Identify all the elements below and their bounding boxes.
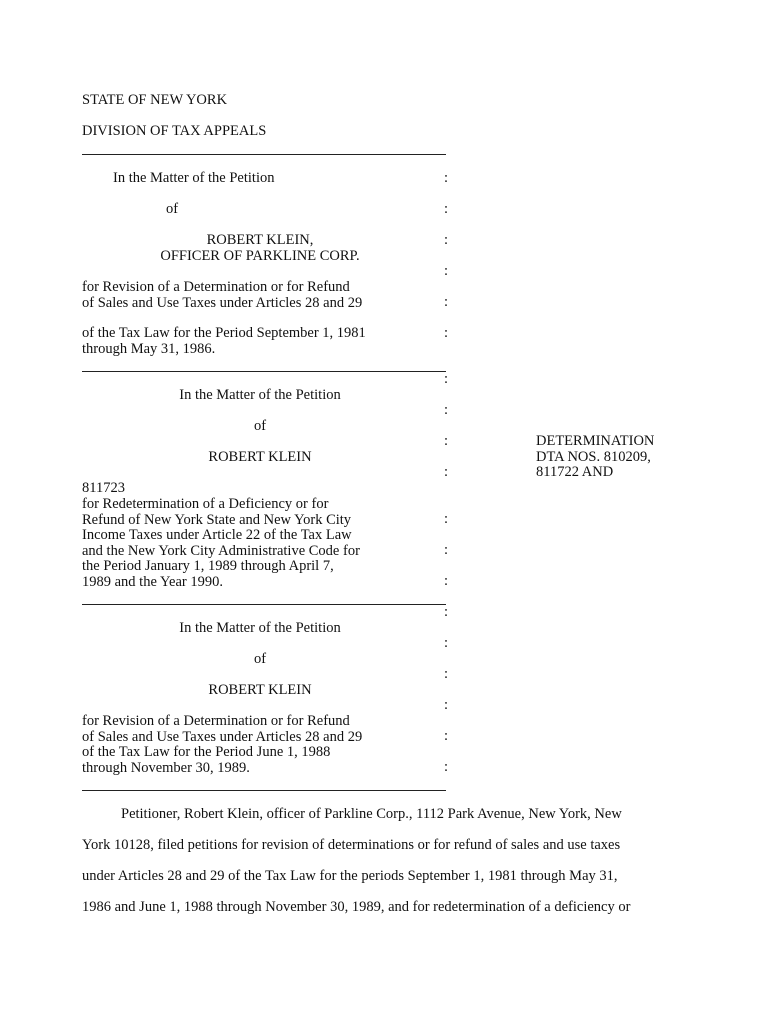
matter3-desc-line: for Revision of a Determination or for Refund [82,713,350,729]
caption-colon: : [444,697,449,713]
matter2-desc-line: for Redetermination of a Deficiency or for [82,496,329,512]
caption-colon: : [444,402,449,418]
matter2-of: of [253,418,267,434]
caption-colon: : [444,759,449,775]
caption-colon: : [444,325,449,341]
matter1-desc-line: of the Tax Law for the Period September 1, 1981 [82,325,366,341]
divider-rule [82,371,446,372]
matter2-desc-line: the Period January 1, 1989 through April 7, [82,558,334,574]
matter2-desc-line: Income Taxes under Article 22 of the Tax Law [82,527,352,543]
dta-numbers: DTA NOS. 810209, [536,449,651,465]
matter2-desc-line: and the New York City Administrative Code for [82,543,360,559]
matter1-desc-line: through May 31, 1986. [82,341,216,357]
caption-colon: : [444,464,449,480]
matter1-desc-line: for Revision of a Determination or for Refund [82,279,350,295]
matter3-desc-line: of the Tax Law for the Period June 1, 1988 [82,744,331,760]
matter1-name: ROBERT KLEIN, [206,232,314,248]
caption-colon: : [444,728,449,744]
caption-colon: : [444,170,449,186]
divider-rule [82,790,446,791]
matter1-of: of [166,201,179,217]
body-text-line: under Articles 28 and 29 of the Tax Law for the periods September 1, 1981 through May 31, [82,868,618,884]
matter1-intro: In the Matter of the Petition [113,170,275,186]
divider-rule [82,604,446,605]
caption-colon: : [444,294,449,310]
matter3-desc-line: through November 30, 1989. [82,760,250,776]
matter3-name: ROBERT KLEIN [208,682,312,698]
caption-colon: : [444,433,449,449]
dta-numbers: 811722 AND [536,464,614,480]
caption-colon: : [444,201,449,217]
caption-colon: : [444,635,449,651]
caption-colon: : [444,666,449,682]
determination-title: DETERMINATION [536,433,655,449]
caption-colon: : [444,542,449,558]
matter2-desc-line: 1989 and the Year 1990. [82,574,223,590]
matter2-name: ROBERT KLEIN [208,449,312,465]
body-text-line: York 10128, filed petitions for revision of determinations or for refund of sales and use taxes [82,837,621,853]
matter2-number: 811723 [82,480,125,496]
matter1-title: OFFICER OF PARKLINE CORP. [160,248,360,264]
matter1-desc-line: of Sales and Use Taxes under Articles 28 and 29 [82,295,363,311]
caption-colon: : [444,511,449,527]
state-heading: STATE OF NEW YORK [82,92,228,108]
divider-rule [82,154,446,155]
matter3-intro: In the Matter of the Petition [179,620,341,636]
caption-colon: : [444,371,449,387]
division-heading: DIVISION OF TAX APPEALS [82,123,267,139]
caption-colon: : [444,232,449,248]
body-text-line: 1986 and June 1, 1988 through November 30, 1989, and for redetermination of a deficiency or [82,899,631,915]
matter2-desc-line: Refund of New York State and New York City [82,512,352,528]
matter3-of: of [253,651,267,667]
caption-colon: : [444,573,449,589]
matter3-desc-line: of Sales and Use Taxes under Articles 28 and 29 [82,729,363,745]
caption-colon: : [444,604,449,620]
caption-colon: : [444,263,449,279]
body-text-line: Petitioner, Robert Klein, officer of Parkline Corp., 1112 Park Avenue, New York, New [121,806,622,822]
matter2-intro: In the Matter of the Petition [179,387,341,403]
